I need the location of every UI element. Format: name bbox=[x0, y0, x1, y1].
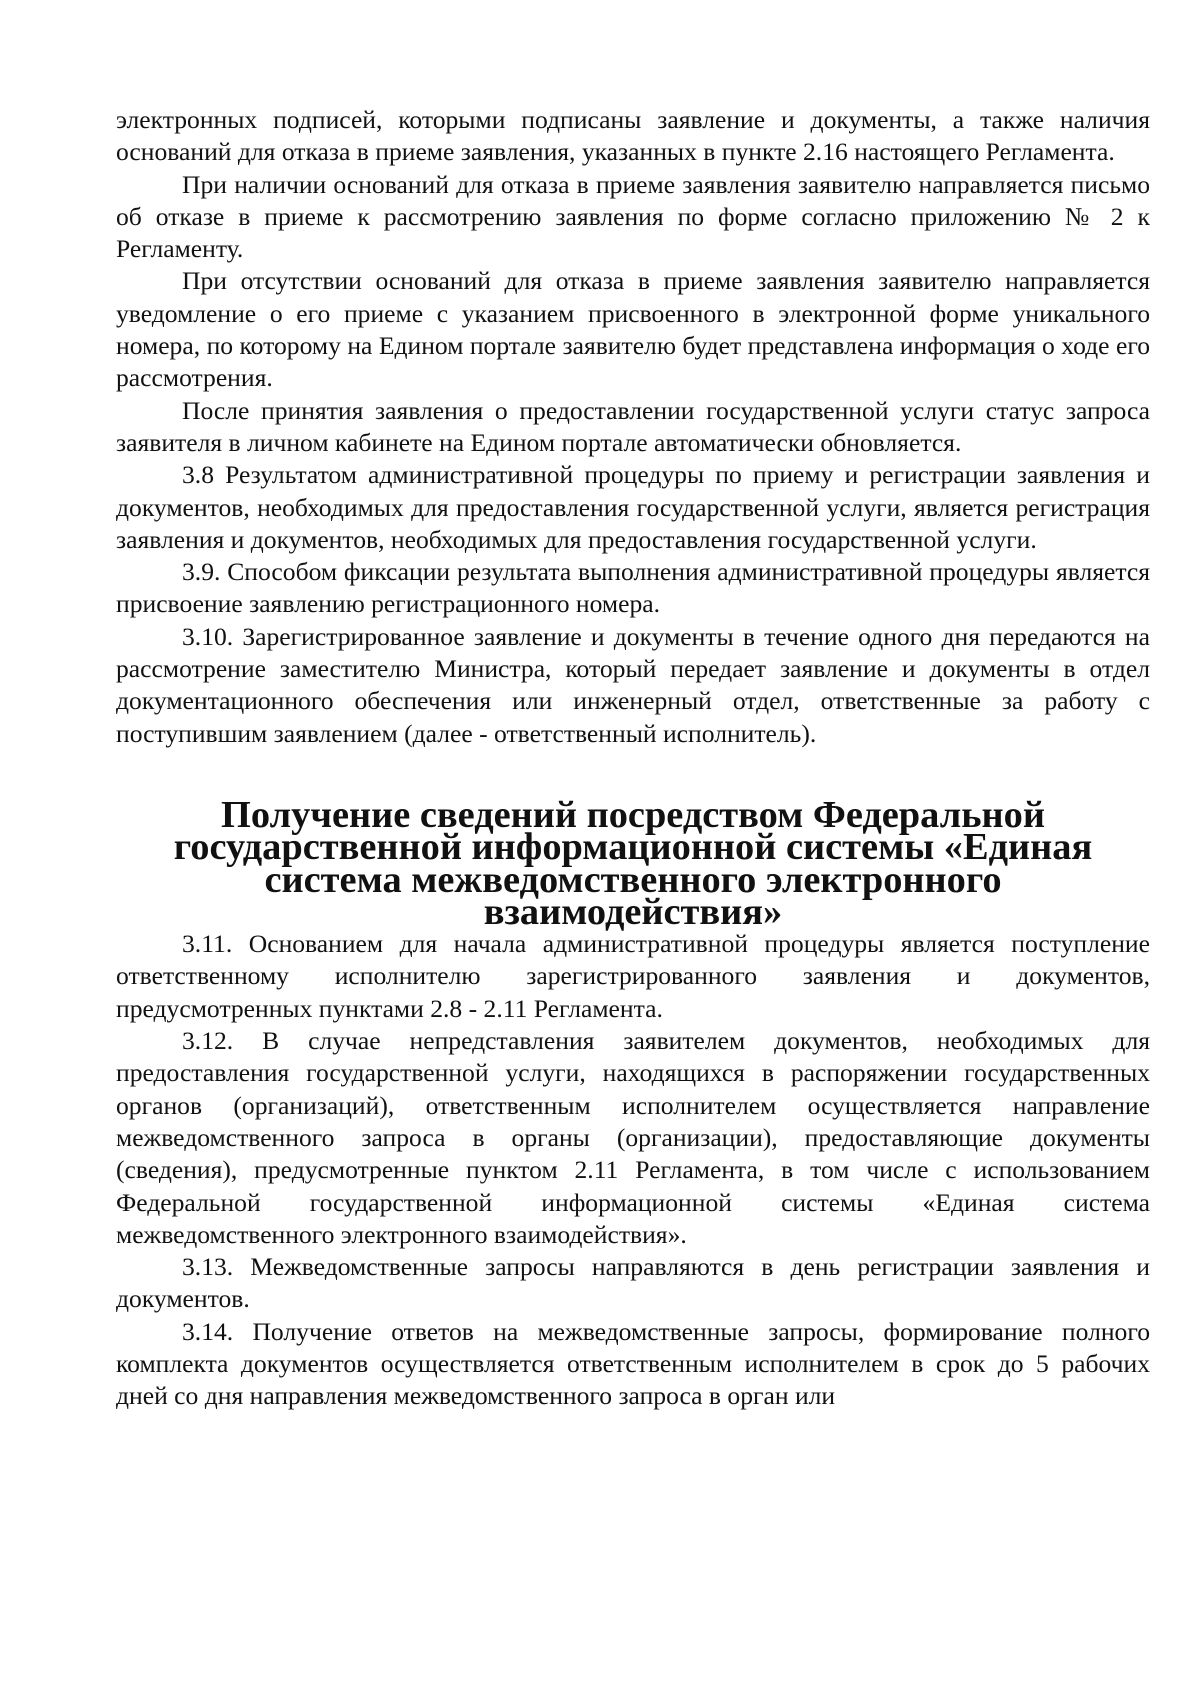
paragraph-3-13: 3.13. Межведомственные запросы направляются в день регистрации заявления и документов. bbox=[116, 1252, 1150, 1314]
paragraph-3-14: 3.14. Получение ответов на межведомственные запросы, формирование полного комплекта документов осуществляется ответственным исполнителем в срок до 5 рабочих дней со дня направления межведомственного запроса в орган или bbox=[116, 1316, 1150, 1411]
paragraph-3-12: 3.12. В случае непредставления заявителем документов, необходимых для предоставления государственной услуги, находящихся в распоряжении государственных органов (организаций), ответственным исполнителем осуществляется направление межведомственного запроса в органы (организации), предоставляющие документы (сведения), предусмотренные пунктом 2.11 Регламента, в том числе с использованием Федеральной государственной информационной системы «Единая система межведомственного электронного взаимодействия». bbox=[116, 1026, 1150, 1249]
paragraph-status-update: После принятия заявления о предоставлении государственной услуги статус запроса заявителя в личном кабинете на Едином портале автоматически обновляется. bbox=[116, 395, 1150, 457]
paragraph-acceptance-notice: При отсутствии оснований для отказа в приеме заявления заявителю направляется уведомление о его приеме с указанием присвоенного в электронной форме уникального номера, по которому на Едином портале заявителю будет представлена информация о ходе его рассмотрения. bbox=[116, 266, 1150, 393]
paragraph-3-10: 3.10. Зарегистрированное заявление и документы в течение одного дня передаются на рассмотрение заместителю Министра, который передает заявление и документы в отдел документационного обеспечения или инженерный отдел, ответственные за работу с поступившим заявлением (далее - ответственный исполнитель). bbox=[116, 621, 1150, 748]
document-page bbox=[116, 104, 1150, 1413]
section-heading: Получение сведений посредством Федеральной государственной информационной системы «Единая система межведомственного электронного взаимодействия» bbox=[173, 793, 1093, 933]
paragraph-continuation: электронных подписей, которыми подписаны заявление и документы, а также наличия оснований для отказа в приеме заявления, указанных в пункте 2.16 настоящего Регламента. bbox=[116, 105, 1150, 167]
paragraph-3-8: 3.8 Результатом административной процедуры по приему и регистрации заявления и документов, необходимых для предоставления государственной услуги, является регистрация заявления и документов, необходимых для предоставления государственной услуги. bbox=[116, 460, 1150, 554]
paragraph-refusal-letter: При наличии оснований для отказа в приеме заявления заявителю направляется письмо об отказе в приеме к рассмотрению заявления по форме согласно приложению № 2 к Регламенту. bbox=[116, 169, 1150, 264]
paragraph-3-9: 3.9. Способом фиксации результата выполнения административной процедуры является присвоение заявлению регистрационного номера. bbox=[116, 557, 1150, 619]
paragraph-3-11: 3.11. Основанием для начала административной процедуры является поступление ответственному исполнителю зарегистрированного заявления и документов, предусмотренных пунктами 2.8 - 2.11 Регламента. bbox=[116, 929, 1150, 1023]
